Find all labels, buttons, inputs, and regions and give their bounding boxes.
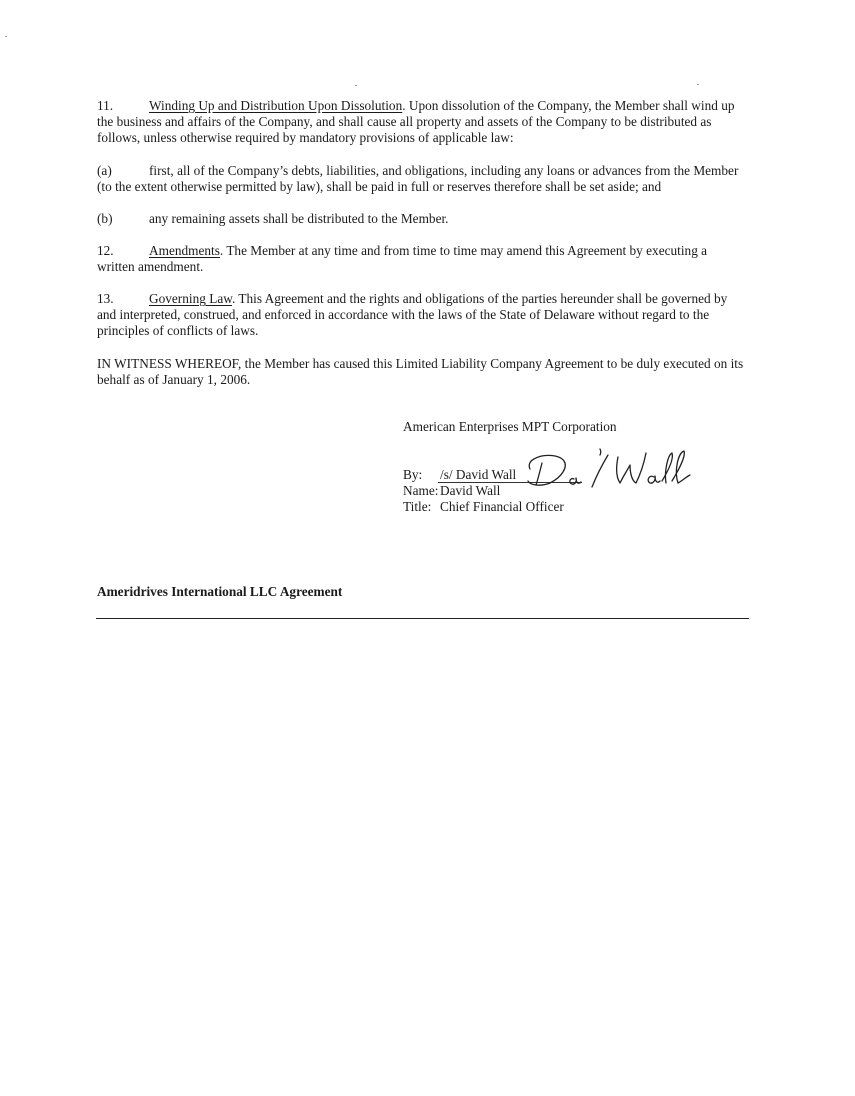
title-value: Chief Financial Officer (440, 499, 564, 514)
section-11-a (97, 163, 747, 195)
by-value: /s/ David Wall (440, 467, 517, 482)
section-heading: Amendments (149, 243, 220, 258)
section-text: . The Member at any time and from time to time may amend this Agreement by executing a written amendment. (97, 243, 708, 274)
section-11-b (97, 211, 747, 227)
signature-name-row (403, 483, 500, 499)
scan-speck (697, 84, 699, 85)
section-11 (97, 98, 747, 146)
section-12 (97, 243, 747, 275)
section-13 (97, 291, 747, 339)
section-heading: Governing Law (149, 291, 232, 306)
section-text: . This Agreement and the rights and obligations of the parties hereunder shall be governed by and interpreted, construed, and enforced in accordance with the laws of the State of Delaware without regard to the principles of conflicts of laws. (97, 291, 728, 338)
handwritten-signature (520, 443, 700, 493)
footer-title: Ameridrives International LLC Agreement (97, 584, 343, 599)
scan-speck (5, 36, 7, 37)
section-heading: Winding Up and Distribution Upon Dissolution (149, 98, 403, 113)
by-label: By: (403, 467, 423, 482)
clause-text: first, all of the Company’s debts, liabilities, and obligations, including any loans or advances from the Member (to the extent otherwise permitted by law), shall be paid in full or reserves therefore shall be set aside; and (97, 163, 739, 194)
section-number: 11. (97, 98, 114, 113)
signature-by-row (403, 467, 516, 483)
clause-text: any remaining assets shall be distributed to the Member. (149, 211, 449, 226)
signatory-company: American Enterprises MPT Corporation (403, 419, 617, 434)
footer-divider (96, 618, 749, 619)
clause-label: (b) (97, 211, 113, 226)
title-label: Title: (403, 499, 432, 514)
section-number: 13. (97, 291, 114, 306)
scan-speck (355, 85, 357, 86)
name-value: David Wall (440, 483, 501, 498)
witness-clause: IN WITNESS WHEREOF, the Member has caused this Limited Liability Company Agreement to be duly executed on its behalf as of January 1, 2006. (97, 356, 744, 387)
signature-title-row (403, 499, 564, 515)
name-label: Name: (403, 483, 439, 498)
section-text: . Upon dissolution of the Company, the Member shall wind up the business and affairs of the Company, and shall cause all property and assets of the Company to be distributed as follows, unless otherwise required by mandatory provisions of applicable law: (97, 98, 735, 145)
section-number: 12. (97, 243, 114, 258)
clause-label: (a) (97, 163, 112, 178)
